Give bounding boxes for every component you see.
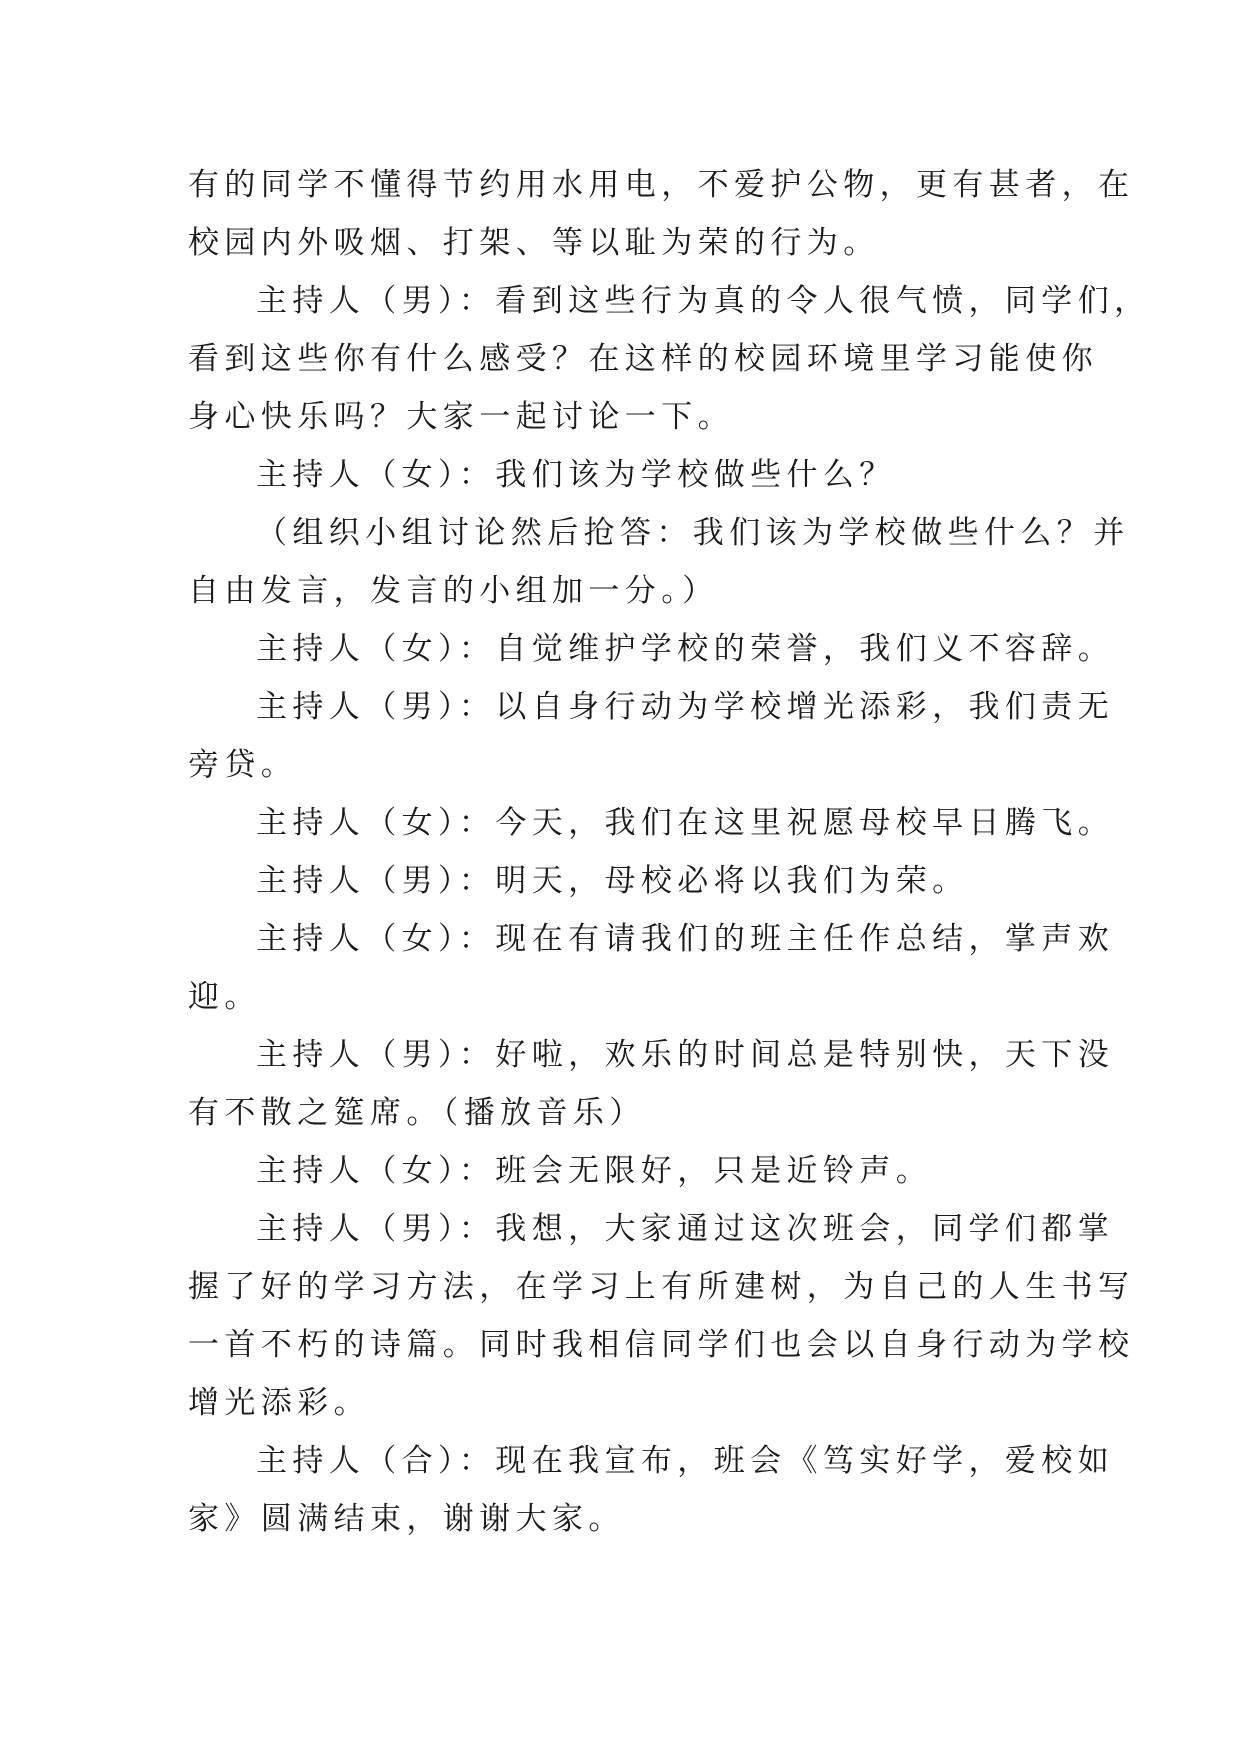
text-line: 握了好的学习方法，在学习上有所建树，为自己的人生书写	[188, 1269, 1135, 1305]
text-line: 一首不朽的诗篇。同时我相信同学们也会以自身行动为学校	[188, 1327, 1135, 1363]
text-line: 主持人（合）：现在我宣布，班会《笃实好学，爱校如	[256, 1443, 1115, 1479]
text-line: 看到这些你有什么感受？在这样的校园环境里学习能使你	[188, 341, 1098, 377]
text-line: 主持人（男）：我想，大家通过这次班会，同学们都掌	[256, 1211, 1115, 1247]
text-line: 校园内外吸烟、打架、等以耻为荣的行为。	[188, 225, 880, 261]
text-line: 有不散之筵席。（播放音乐）	[188, 1095, 646, 1131]
text-line: 家》圆满结束，谢谢大家。	[188, 1501, 625, 1537]
text-line: 迎。	[188, 979, 261, 1015]
text-line: 增光添彩。	[188, 1385, 370, 1421]
text-line: 身心快乐吗？大家一起讨论一下。	[188, 399, 734, 435]
text-line: 主持人（男）：明天，母校必将以我们为荣。	[256, 863, 969, 899]
text-line: 主持人（男）：以自身行动为学校增光添彩，我们责无	[256, 689, 1115, 725]
text-line: 旁贷。	[188, 747, 298, 783]
text-line: 主持人（女）：我们该为学校做些什么？	[256, 457, 896, 493]
text-line: 主持人（女）：今天，我们在这里祝愿母校早日腾飞。	[256, 805, 1115, 841]
text-line: （组织小组讨论然后抢答：我们该为学校做些什么？并	[256, 515, 1130, 551]
text-line: 有的同学不懂得节约用水用电，不爱护公物，更有甚者，在	[188, 167, 1135, 203]
text-line: 主持人（女）：班会无限好，只是近铃声。	[256, 1153, 933, 1189]
text-line: 主持人（女）：自觉维护学校的荣誉，我们义不容辞。	[256, 631, 1115, 667]
text-line: 自由发言，发言的小组加一分。）	[188, 573, 719, 609]
text-line: 主持人（男）：好啦，欢乐的时间总是特别快，天下没	[256, 1037, 1115, 1073]
text-line: 主持人（男）：看到这些行为真的令人很气愤，同学们，	[256, 283, 1151, 319]
text-line: 主持人（女）：现在有请我们的班主任作总结，掌声欢	[256, 921, 1115, 957]
